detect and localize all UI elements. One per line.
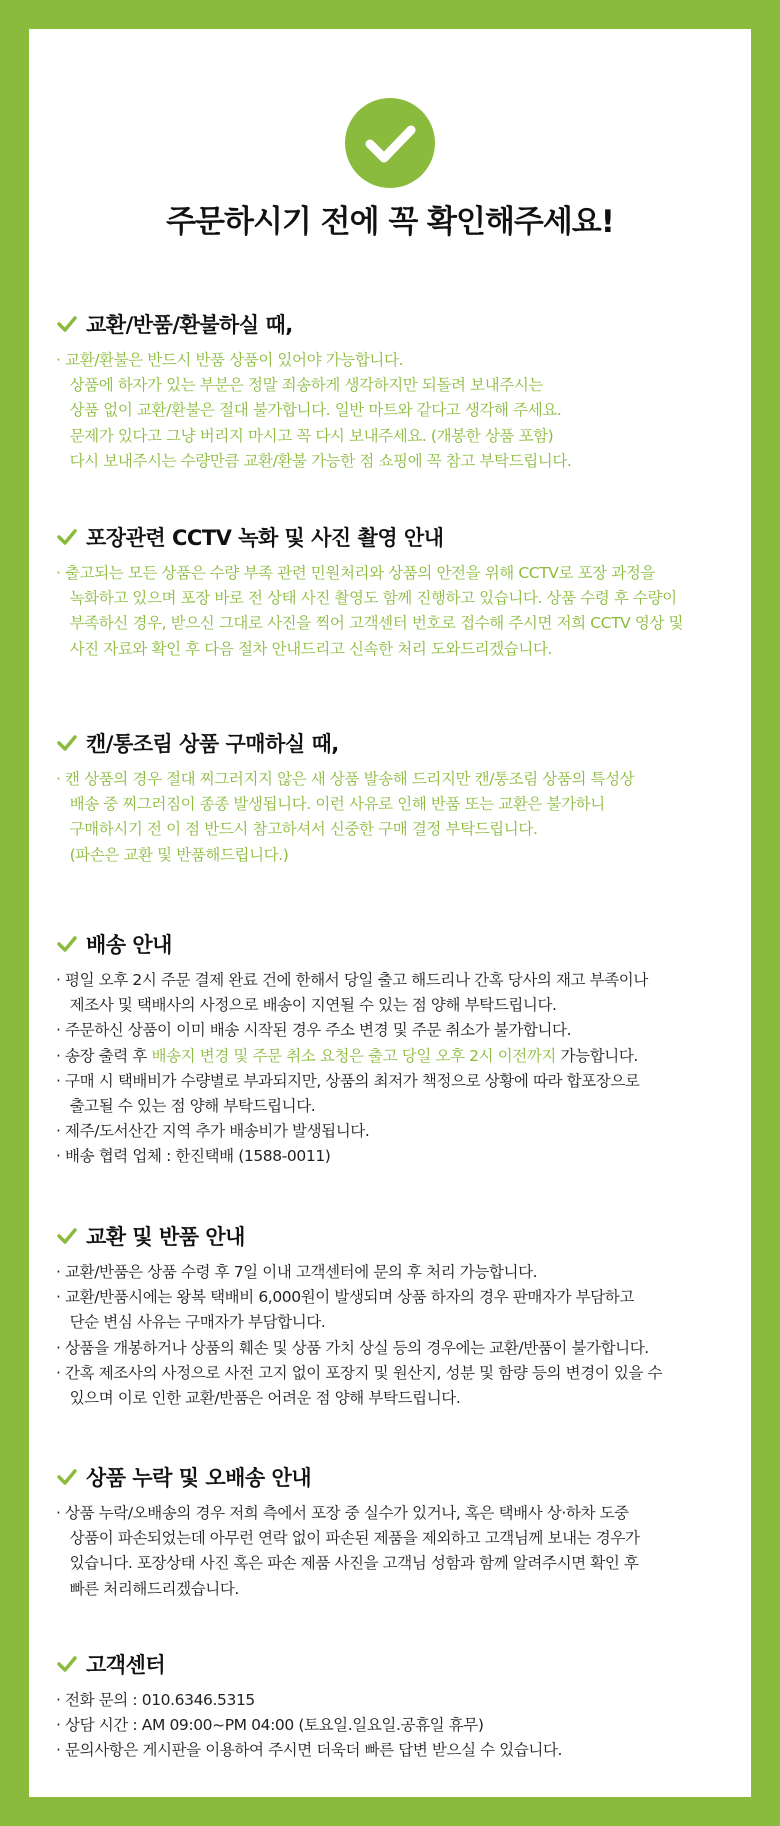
section-line: 상품에 하자가 있는 부분은 정말 죄송하게 생각하지만 되돌려 보내주시는 [56,376,543,395]
section-can-products [56,726,746,868]
section-line: 다시 보내주시는 수량만큼 교환/환불 가능한 점 쇼핑에 꼭 참고 부탁드립니다. [56,451,572,470]
section-title: 캔/통조림 상품 구매하실 때, [86,732,339,756]
section-customer-center [56,1647,746,1764]
section-line: · 교환/환불은 반드시 반품 상품이 있어야 가능합니다. [56,351,404,369]
section-line: · 간혹 제조사의 사정으로 사전 고지 없이 포장지 및 원산지, 성분 및 함량 등의 변경이 있을 수 [56,1363,663,1382]
section-title: 교환 및 반품 안내 [86,1225,245,1249]
section-line: 있습니다. 포장상태 사진 혹은 파손 제품 사진을 고객님 성함과 함께 알려주시면 확인 후 [56,1554,639,1573]
section-title: 배송 안내 [86,933,172,957]
section-title: 고객센터 [86,1653,166,1677]
check-icon [56,935,78,953]
hours-line: · 상담 시간 : AM 09:00~PM 04:00 (토요일.일요일.공휴일 휴무) [56,1716,484,1735]
section-line: 구매하시기 전 이 점 반드시 참고하셔서 신중한 구매 결정 부탁드립니다. [56,820,538,839]
section-line: · 상품을 개봉하거나 상품의 훼손 및 상품 가치 상실 등의 경우에는 교환/반품이 불가합니다. [56,1338,649,1357]
section-delivery [56,927,746,1170]
check-icon [56,1227,78,1245]
check-icon [56,734,78,752]
check-icon [56,528,78,546]
section-line: 녹화하고 있으며 포장 바로 전 상태 사진 촬영도 함께 진행하고 있습니다. 상품 수령 후 수량이 [56,589,677,608]
phone-line: · 전화 문의 : 010.6346.5315 [56,1691,255,1709]
section-title: 교환/반품/환불하실 때, [86,313,293,337]
section-line-highlight [56,1044,746,1069]
board-line: · 문의사항은 게시판을 이용하여 주시면 더욱더 빠른 답변 받으실 수 있습니다. [56,1741,563,1760]
section-title: 상품 누락 및 오배송 안내 [86,1466,312,1490]
section-line: 출고될 수 있는 점 양해 부탁드립니다. [56,1097,316,1116]
line-suffix: 가능합니다. [556,1046,638,1065]
section-line: 상품이 파손되었는데 아무런 연락 없이 파손된 제품을 제외하고 고객님께 보내는 경우가 [56,1529,640,1548]
section-title: 포장관련 CCTV 녹화 및 사진 촬영 안내 [86,526,444,550]
section-line: · 교환/반품은 상품 수령 후 7일 이내 고객센터에 문의 후 처리 가능합니다. [56,1263,538,1281]
section-line: · 평일 오후 2시 주문 결제 완료 건에 한해서 당일 출고 해드리나 간혹 당사의 재고 부족이나 [56,971,648,989]
check-icon [56,1468,78,1486]
section-line: · 출고되는 모든 상품은 수량 부족 관련 민원처리와 상품의 안전을 위해 CCTV로 포장 과정을 [56,564,655,582]
section-line: 단순 변심 사유는 구매자가 부담합니다. [56,1313,326,1332]
section-line: 있으며 이로 인한 교환/반품은 어려운 점 양해 부탁드립니다. [56,1389,461,1408]
section-line: · 캔 상품의 경우 절대 찌그러지지 않은 새 상품 발송해 드리지만 캔/통조림 상품의 특성상 [56,770,635,788]
section-cctv [56,520,746,662]
section-line: 배송 중 찌그러짐이 종종 발생됩니다. 이런 사유로 인해 반품 또는 교환은 불가하니 [56,795,605,814]
section-line: · 주문하신 상품이 이미 배송 시작된 경우 주소 변경 및 주문 취소가 불가합니다. [56,1021,572,1040]
section-line: 제조사 및 택배사의 사정으로 배송이 지연될 수 있는 점 양해 부탁드립니다. [56,996,557,1015]
section-line: 문제가 있다고 그냥 버리지 마시고 꼭 다시 보내주세요. (개봉한 상품 포함) [56,426,554,445]
section-line: · 상품 누락/오배송의 경우 저희 측에서 포장 중 실수가 있거나, 혹은 택배사 상·하차 도중 [56,1504,629,1522]
section-line: 부족하신 경우, 받으신 그대로 사진을 찍어 고객센터 번호로 접수해 주시면 저희 CCTV 영상 및 [56,614,684,633]
notice-card [29,29,751,1797]
section-line: (파손은 교환 및 반품해드립니다.) [56,845,289,864]
page-title: 주문하시기 전에 꼭 확인해주세요! [166,204,614,240]
section-missing-wrong-delivery [56,1460,746,1602]
section-line: · 제주/도서산간 지역 추가 배송비가 발생됩니다. [56,1122,370,1141]
check-circle-icon [345,98,435,188]
highlight-text: 배송지 변경 및 주문 취소 요청은 출고 당일 오후 2시 이전까지 [151,1046,557,1065]
check-icon [56,315,78,333]
section-line: 빠른 처리해드리겠습니다. [56,1579,239,1598]
section-line: 상품 없이 교환/환불은 절대 불가합니다. 일반 마트와 같다고 생각해 주세요. [56,401,562,420]
section-line: · 배송 협력 업체 : 한진택배 (1588-0011) [56,1147,331,1166]
section-line: · 교환/반품시에는 왕복 택배비 6,000원이 발생되며 상품 하자의 경우 판매자가 부담하고 [56,1288,634,1307]
section-line: 사진 자료와 확인 후 다음 절차 안내드리고 신속한 처리 도와드리겠습니다. [56,639,553,658]
section-exchange-refund [56,307,746,474]
section-line: · 구매 시 택배비가 수량별로 부과되지만, 상품의 최저가 책정으로 상황에 따라 합포장으로 [56,1071,640,1090]
section-exchange-return [56,1219,746,1411]
check-icon [56,1655,78,1673]
line-prefix: · 송장 출력 후 [56,1046,152,1065]
